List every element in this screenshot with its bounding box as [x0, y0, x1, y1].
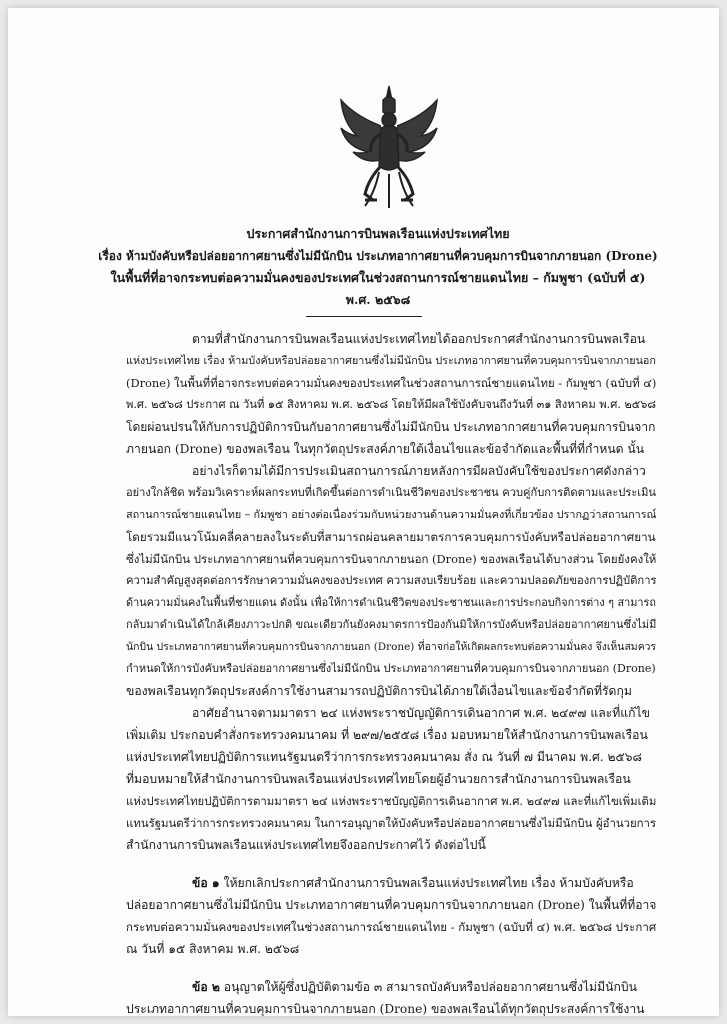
- clause-number: ข้อ ๒: [192, 980, 220, 994]
- paragraph-line: ซึ่งไม่มีนักบิน ประเภทอากาศยานที่ควบคุมการบินจากภายนอก (Drone) ของพลเรือนได้บางส่วน โดยยังคงให้: [126, 552, 657, 566]
- paragraph-line: สำนักงานการบินพลเรือนแห่งประเทศไทยจึงออกประกาศไว้ ดังต่อไปนี้: [126, 838, 486, 852]
- paragraph-line: สถานการณ์ชายแดนไทย – กัมพูชา อย่างต่อเนื่องร่วมกับหน่วยงานด้านความมั่นคงที่เกี่ยวข้อง ปรากฏว่าสถานการณ์: [126, 508, 657, 521]
- clause-text: อนุญาตให้ผู้ซึ่งปฏิบัติตามข้อ ๓ สามารถบังคับหรือปล่อยอากาศยานซึ่งไม่มีนักบิน: [219, 980, 637, 994]
- clause-number: ข้อ ๑: [192, 876, 220, 890]
- clause-first-line: [126, 872, 656, 894]
- clause-line: ประเภทอากาศยานที่ควบคุมการบินจากภายนอก (Drone) ของพลเรือนได้ทุกวัตถุประสงค์การใช้งาน: [126, 1002, 645, 1016]
- body-text: [126, 328, 656, 1016]
- paragraph-line: (Drone) ในพื้นที่ที่อาจกระทบต่อความมั่นคงของประเทศในช่วงสถานการณ์ชายแดนไทย - กัมพูชา (ฉบับที่ ๔): [126, 376, 657, 390]
- clause-line: กระทบต่อความมั่นคงของประเทศในช่วงสถานการณ์ชายแดนไทย - กัมพูชา (ฉบับที่ ๔) พ.ศ. ๒๕๖๘ ประกาศ: [126, 920, 657, 934]
- title-divider: [306, 316, 422, 317]
- paragraph-line: โดยผ่อนปรนให้กับการปฏิบัติการบินกับอากาศยานซึ่งไม่มีนักบิน ประเภทอากาศยานที่ควบคุมการบินจาก: [126, 420, 656, 434]
- document-page: [8, 8, 719, 1016]
- clauses: [126, 872, 656, 1016]
- paragraph-line: โดยรวมมีแนวโน้มคลี่คลายลงในระดับที่สามารถผ่อนคลายมาตรการควบคุมการบังคับหรือปล่อยอากาศยาน: [126, 530, 656, 544]
- paragraph-line: แทนรัฐมนตรีว่าการกระทรวงคมนาคม ในการอนุญาตให้บังคับหรือปล่อยอากาศยานซึ่งไม่มีนักบิน ผู้อำนวยการ: [126, 816, 657, 830]
- paragraph-line: อาศัยอำนาจตามมาตรา ๒๔ แห่งพระราชบัญญัติการเดินอากาศ พ.ศ. ๒๔๙๗ และที่แก้ไข: [192, 706, 650, 720]
- clause-first-line: [126, 976, 656, 998]
- paragraph-line: แห่งประเทศไทยปฏิบัติการตามมาตรา ๒๔ แห่งพระราชบัญญัติการเดินอากาศ พ.ศ. ๒๔๙๗ และที่แก้ไขเพิ่มเติม: [126, 794, 657, 808]
- paragraph-line: ตามที่สำนักงานการบินพลเรือนแห่งประเทศไทยได้ออกประกาศสำนักงานการบินพลเรือน: [192, 332, 646, 346]
- paragraph-line: กลับมาดำเนินได้ใกล้เคียงภาวะปกติ ขณะเดียวกันยังคงมาตรการป้องกันมิให้การบังคับหรือปล่อยอากาศยานซึ่งไม่มี: [126, 618, 657, 631]
- title-line: ประกาศสำนักงานการบินพลเรือนแห่งประเทศไทย: [246, 226, 510, 241]
- paragraph-line: ความสำคัญสูงสุดต่อการรักษาความมั่นคงของประเทศ ความสงบเรียบร้อย และความปลอดภัยของการปฏิบัติการ: [126, 574, 657, 587]
- clause-line: ปล่อยอากาศยานซึ่งไม่มีนักบิน ประเภทอากาศยานที่ควบคุมการบินจากภายนอก (Drone) ในพื้นที่ที่อาจ: [126, 898, 657, 912]
- paragraph-line: อย่างใกล้ชิด พร้อมวิเคราะห์ผลกระทบที่เกิดขึ้นต่อการดำเนินชีวิตของประชาชน ควบคู่กับการติดตามและประเมิน: [126, 486, 657, 499]
- paragraph-line: แห่งประเทศไทย เรื่อง ห้ามบังคับหรือปล่อยอากาศยานซึ่งไม่มีนักบิน ประเภทอากาศยานที่ควบคุมการบินจากภายนอก: [126, 354, 656, 367]
- title-line: ในพื้นที่ที่อาจกระทบต่อความมั่นคงของประเทศในช่วงสถานการณ์ชายแดนไทย – กัมพูชา (ฉบับที่ ๕): [110, 270, 646, 285]
- clause-text: ให้ยกเลิกประกาศสำนักงานการบินพลเรือนแห่งประเทศไทย เรื่อง ห้ามบังคับหรือ: [219, 876, 634, 890]
- paragraph-line: ของพลเรือนทุกวัตถุประสงค์การใช้งานสามารถปฏิบัติการบินได้ภายใต้เงื่อนไขและข้อจำกัดที่รัดกุม: [126, 684, 632, 698]
- paragraph-line: อย่างไรก็ตามได้มีการประเมินสถานการณ์ภายหลังการมีผลบังคับใช้ของประกาศดังกล่าว: [192, 464, 646, 478]
- garuda-emblem-icon: [335, 82, 443, 210]
- paragraph-line: ที่มอบหมายให้สำนักงานการบินพลเรือนแห่งประเทศไทยโดยผู้อำนวยการสำนักงานการบินพลเรือน: [126, 772, 631, 786]
- paragraph-line: ภายนอก (Drone) ของพลเรือน ในทุกวัตถุประสงค์ภายใต้เงื่อนไขและข้อจำกัดและพื้นที่ที่กำหนด นั้น: [126, 442, 645, 456]
- paragraph-line: แห่งประเทศไทยปฏิบัติการแทนรัฐมนตรีว่าการกระทรวงคมนาคม สั่ง ณ วันที่ ๗ มีนาคม พ.ศ. ๒๕๖๘: [126, 750, 642, 764]
- paragraph-line: กำหนดให้การบังคับหรือปล่อยอากาศยานซึ่งไม่มีนักบิน ประเภทอากาศยานที่ควบคุมการบินจากภายนอก (Drone): [126, 662, 656, 675]
- clause-line: ณ วันที่ ๑๕ สิงหาคม พ.ศ. ๒๕๖๘: [126, 942, 300, 956]
- paragraph-line: พ.ศ. ๒๕๖๘ ประกาศ ณ วันที่ ๑๕ สิงหาคม พ.ศ. ๒๕๖๘ โดยให้มีผลใช้บังคับจนถึงวันที่ ๓๑ สิงหาคม พ.ศ. ๒๕๖๘: [126, 398, 657, 411]
- title-line: เรื่อง ห้ามบังคับหรือปล่อยอากาศยานซึ่งไม่มีนักบิน ประเภทอากาศยานที่ควบคุมการบินจากภายนอก (Drone): [98, 249, 658, 263]
- paragraph-line: เพิ่มเติม ประกอบคำสั่งกระทรวงคมนาคม ที่ ๒๙๗/๒๕๕๘ เรื่อง มอบหมายให้สำนักงานการบินพลเรือน: [126, 728, 648, 742]
- announcement-title: [98, 223, 658, 311]
- paragraph-line: ด้านความมั่นคงในพื้นที่ชายแดน ดังนั้น เพื่อให้การดำเนินชีวิตของประชาชนและการประกอบกิจการต่าง ๆ สามารถ: [126, 596, 656, 609]
- paragraphs: [126, 328, 656, 856]
- paragraph-line: นักบิน ประเภทอากาศยานที่ควบคุมการบินจากภายนอก (Drone) ที่อาจก่อให้เกิดผลกระทบต่อความมั่นคง จึงเห็นสมควร: [126, 641, 657, 653]
- title-line: พ.ศ. ๒๕๖๘: [345, 292, 411, 307]
